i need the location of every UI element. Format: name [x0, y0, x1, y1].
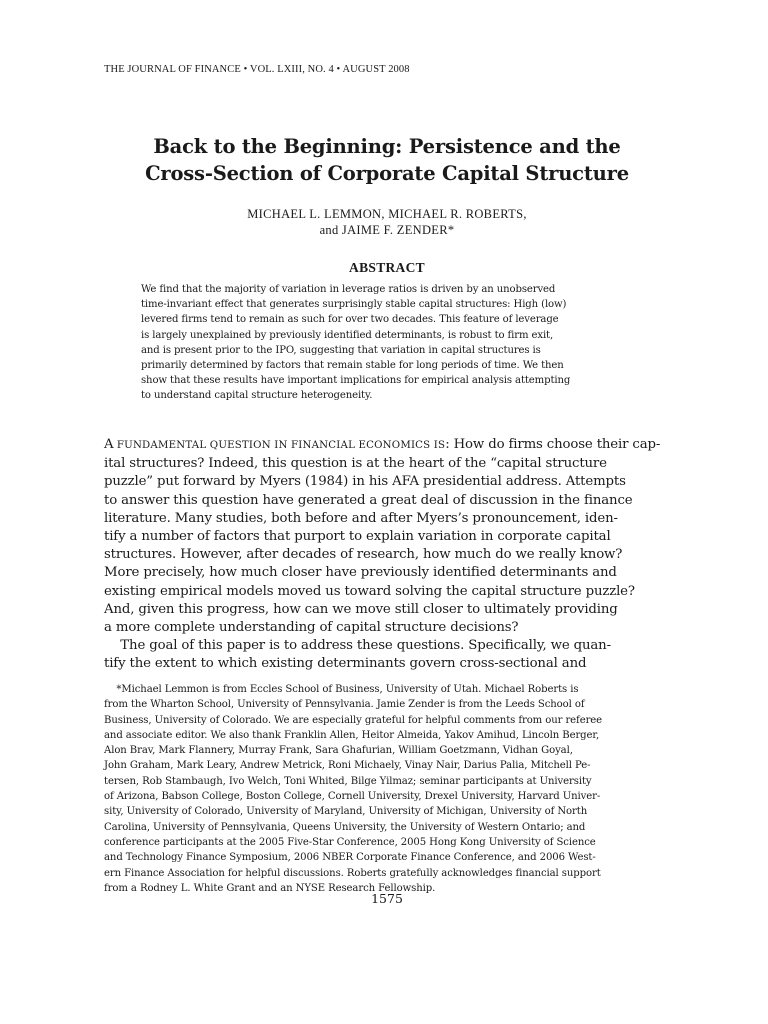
- footnote-line: John Graham, Mark Leary, Andrew Metrick, Roni Michaely, Vinay Nair, Darius Palia, Mitchell Pe-: [104, 760, 591, 772]
- title-line: Cross-Section of Corporate Capital Structure: [145, 162, 629, 185]
- abstract-line: primarily determined by factors that remain stable for long periods of time. We then: [141, 360, 564, 372]
- body-first-line: [104, 436, 670, 455]
- running-head: THE JOURNAL OF FINANCE • VOL. LXIII, NO. 4 • AUGUST 2008: [104, 64, 410, 75]
- body-text: [104, 436, 670, 674]
- title-line: Back to the Beginning: Persistence and the: [153, 135, 621, 158]
- footnote-line: and associate editor. We also thank Franklin Allen, Heitor Almeida, Yakov Amihud, Lincoln Berger,: [104, 729, 600, 741]
- body-line: existing empirical models moved us toward solving the capital structure puzzle?: [104, 583, 635, 599]
- footnote-line: ern Finance Association for helpful discussions. Roberts gratefully acknowledges financial support: [104, 867, 601, 879]
- author-footnote: [104, 682, 670, 896]
- abstract-line: levered firms tend to remain as such for over two decades. This feature of leverage: [141, 314, 559, 326]
- first-line-rest: : How do firms choose their cap-: [445, 437, 661, 452]
- footnote-line: and Technology Finance Symposium, 2006 NBER Corporate Finance Conference, and 2006 West-: [104, 852, 596, 864]
- footnote-line: Carolina, University of Pennsylvania, Queens University, the University of Western Ontario; and: [104, 821, 586, 833]
- footnote-line: *Michael Lemmon is from Eccles School of Business, University of Utah. Michael Roberts is: [104, 684, 579, 695]
- author-line: and JAIME F. ZENDER*: [319, 223, 455, 237]
- footnote-line: sity, University of Colorado, University of Maryland, University of Michigan, University of North: [104, 806, 588, 818]
- article-title: [104, 133, 670, 187]
- body-line: structures. However, after decades of research, how much do we really know?: [104, 547, 623, 563]
- footnote-line: tersen, Rob Stambaugh, Ivo Welch, Toni Whited, Bilge Yilmaz; seminar participants at University: [104, 775, 592, 787]
- abstract-line: to understand capital structure heterogeneity.: [141, 390, 373, 402]
- footnote-line: Business, University of Colorado. We are especially grateful for helpful comments from our referee: [104, 714, 603, 726]
- body-line: to answer this question have generated a great deal of discussion in the finance: [104, 492, 633, 508]
- body-line: a more complete understanding of capital structure decisions?: [104, 620, 519, 636]
- body-line: ital structures? Indeed, this question is at the heart of the “capital structure: [104, 456, 607, 472]
- abstract-line: time-invariant effect that generates surprisingly stable capital structures: High (low): [141, 299, 567, 311]
- abstract-line: and is present prior to the IPO, suggesting that variation in capital structures is: [141, 344, 541, 356]
- footnote-line: conference participants at the 2005 Five-Star Conference, 2005 Hong Kong University of Science: [104, 836, 596, 848]
- drop-letter: A: [104, 437, 114, 452]
- body-line: The goal of this paper is to address these questions. Specifically, we quan-: [104, 638, 611, 654]
- footnote-line: from the Wharton School, University of Pennsylvania. Jamie Zender is from the Leeds School of: [104, 699, 585, 711]
- author-list: [104, 206, 670, 238]
- body-line: tify the extent to which existing determinants govern cross-sectional and: [104, 656, 587, 672]
- abstract-line: is largely unexplained by previously identified determinants, is robust to firm exit,: [141, 329, 554, 341]
- body-line: More precisely, how much closer have previously identified determinants and: [104, 565, 617, 581]
- abstract-heading: ABSTRACT: [349, 260, 425, 275]
- abstract-text: [141, 282, 633, 404]
- small-caps-lead: FUNDAMENTAL QUESTION IN FINANCIAL ECONOMICS IS: [113, 440, 446, 451]
- footnote-line: of Arizona, Babson College, Boston College, Cornell University, Drexel University, Harvard Univer-: [104, 791, 601, 803]
- footnote-line: Alon Brav, Mark Flannery, Murray Frank, Sara Ghafurian, William Goetzmann, Vidhan Goyal,: [104, 745, 573, 757]
- author-line: MICHAEL L. LEMMON, MICHAEL R. ROBERTS,: [247, 207, 527, 221]
- body-line: literature. Many studies, both before and after Myers’s pronouncement, iden-: [104, 510, 618, 526]
- body-line: puzzle” put forward by Myers (1984) in his AFA presidential address. Attempts: [104, 474, 626, 490]
- body-line: tify a number of factors that purport to explain variation in corporate capital: [104, 529, 611, 545]
- body-line: And, given this progress, how can we move still closer to ultimately providing: [104, 601, 618, 617]
- page-number: 1575: [371, 891, 403, 906]
- abstract-line: We find that the majority of variation in leverage ratios is driven by an unobserved: [141, 284, 556, 295]
- footnote-line: from a Rodney L. White Grant and an NYSE Research Fellowship.: [104, 882, 436, 894]
- abstract-line: show that these results have important implications for empirical analysis attempting: [141, 375, 571, 387]
